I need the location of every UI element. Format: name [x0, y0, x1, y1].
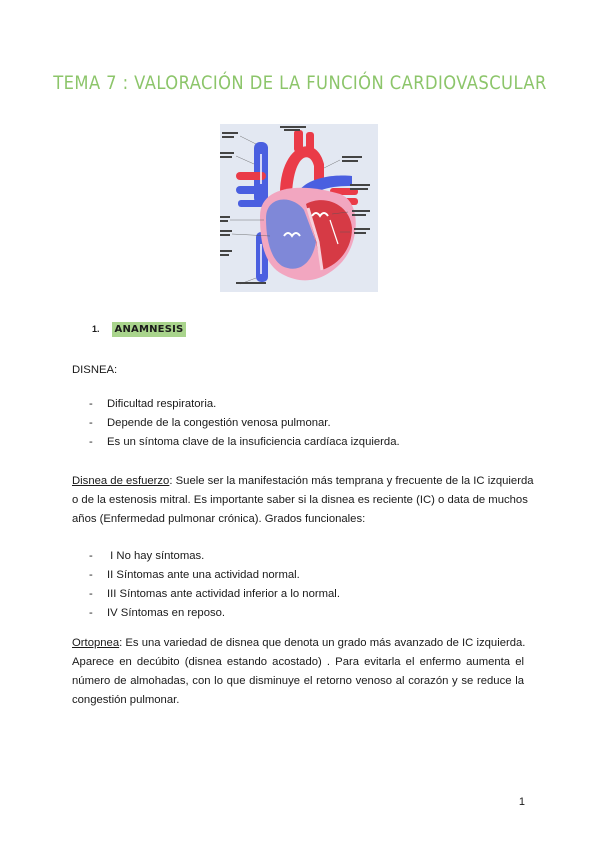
- section-heading-anamnesis: [92, 320, 186, 338]
- list-item: - I No hay síntomas.: [89, 550, 205, 562]
- ortopnea-paragraph: Ortopnea: Es una variedad de disnea que denota un grado más avanzado de IC izquierda. Aparece en decúbito (disnea estando acostado) . Para evitarla el enfermo aumenta el número de almohadas, con lo que disminuye el retorno venoso al corazón y se reduce la congestión pulmonar.: [72, 637, 526, 706]
- page-title: TEMA 7 : VALORACIÓN DE LA FUNCIÓN CARDIOVASCULAR: [53, 72, 547, 94]
- disnea-heading: DISNEA:: [72, 364, 118, 376]
- list-item: - Depende de la congestión venosa pulmonar.: [89, 417, 331, 429]
- section-number: 1.: [92, 324, 100, 334]
- list-item: - IV Síntomas en reposo.: [89, 607, 226, 619]
- list-item: - II Síntomas ante una actividad normal.: [89, 569, 300, 581]
- list-item: - Es un síntoma clave de la insuficiencia cardíaca izquierda.: [89, 436, 400, 448]
- ortopnea-term: Ortopnea: [72, 637, 120, 649]
- heart-anatomy-icon: [220, 124, 378, 292]
- list-item: - III Síntomas ante actividad inferior a lo normal.: [89, 588, 340, 600]
- section-label: ANAMNESIS: [112, 322, 187, 337]
- heart-anatomy-image: [220, 124, 378, 292]
- list-item: - Dificultad respiratoria.: [89, 398, 217, 410]
- page-number: 1: [518, 796, 525, 808]
- esfuerzo-term: Disnea de esfuerzo: [72, 475, 170, 487]
- esfuerzo-paragraph: Disnea de esfuerzo: Suele ser la manifestación más temprana y frecuente de la IC izquierda o de la estenosis mitral. Es importante saber si la disnea es reciente (IC) o data de muchos años (Enfermedad pulmonar crónica). Grados funcionales:: [72, 475, 534, 525]
